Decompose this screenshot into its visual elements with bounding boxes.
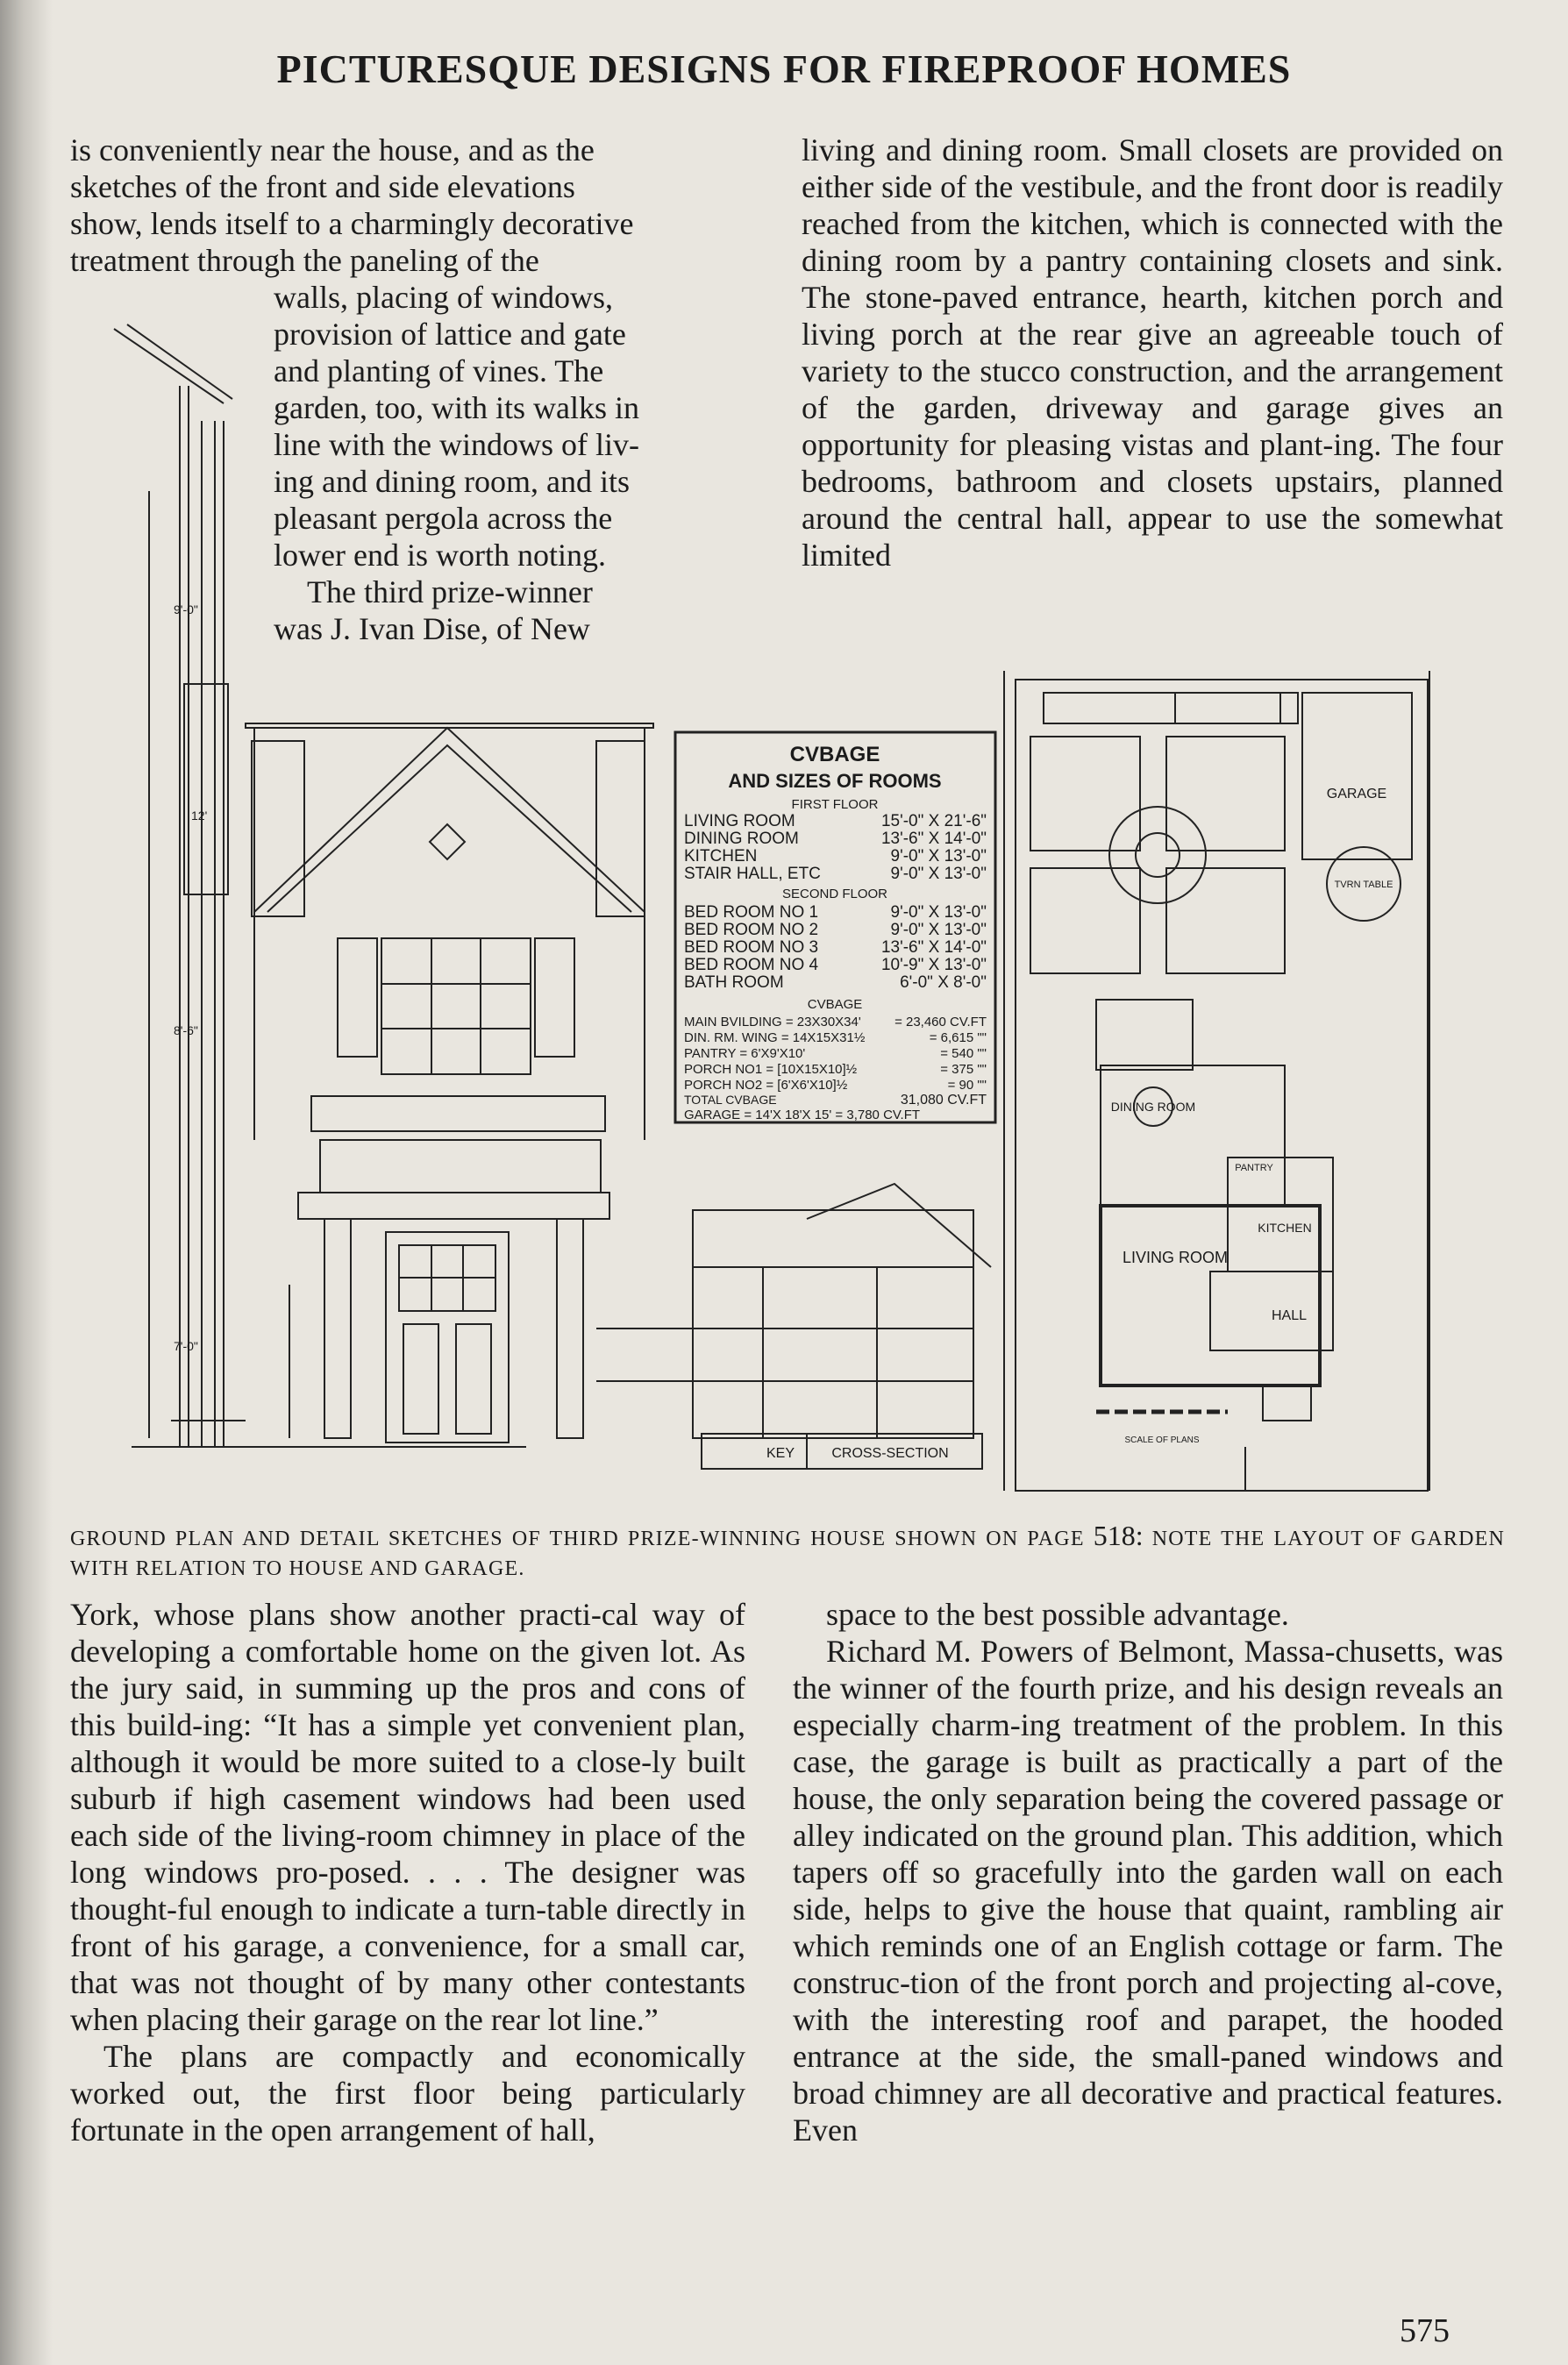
cross-section-label: CROSS-SECTION xyxy=(831,1446,949,1461)
turn-table-label: TVRN TABLE xyxy=(1334,880,1393,890)
pantry-label: PANTRY xyxy=(1235,1163,1273,1173)
text-line: line with the windows of liv- xyxy=(274,427,639,462)
dimension-label: 7'-0" xyxy=(174,1339,198,1353)
cubage-value: = 375 "" xyxy=(940,1062,987,1077)
room-size: 10'-9" X 13'-0" xyxy=(880,956,987,974)
cross-section-drawing xyxy=(596,1184,991,1469)
text-line: was J. Ivan Dise, of New xyxy=(274,611,590,646)
room-name: BED ROOM NO 4 xyxy=(684,956,819,974)
room-size: 13'-6" X 14'-0" xyxy=(880,938,987,957)
text-line: ing and dining room, and its xyxy=(274,464,630,499)
total-value: 31,080 CV.FT xyxy=(900,1093,987,1108)
cubage-item: MAIN BVILDING = 23X30X34' xyxy=(684,1015,861,1029)
text-line: and planting of vines. The xyxy=(274,353,604,388)
text-line: walls, placing of windows, xyxy=(274,280,613,315)
room-name: DINING ROOM xyxy=(684,830,799,848)
caption-text: NOTE THE LAYOUT OF GARDEN WITH RELATION TO HOUSE AND GARAGE. xyxy=(70,1528,1505,1580)
cubage-subtitle: AND SIZES OF ROOMS xyxy=(728,770,942,792)
room-name: KITCHEN xyxy=(684,847,758,866)
front-elevation-drawing xyxy=(246,723,653,1443)
dimension-label: 9'-0" xyxy=(174,602,198,616)
text-line: is conveniently near the house, and as the xyxy=(70,132,595,167)
room-name: BED ROOM NO 1 xyxy=(684,903,819,922)
scale-label: SCALE OF PLANS xyxy=(1124,1435,1200,1445)
room-size: 9'-0" X 13'-0" xyxy=(890,903,987,922)
text-line: show, lends itself to a charmingly decorative xyxy=(70,206,634,241)
caption-text: GROUND PLAN AND DETAIL SKETCHES OF THIRD PRIZE-WINNING HOUSE SHOWN ON PAGE xyxy=(70,1528,1094,1550)
dining-room-label: DINING ROOM xyxy=(1110,1100,1196,1114)
room-name: BATH ROOM xyxy=(684,973,784,992)
room-name: BED ROOM NO 3 xyxy=(684,938,819,957)
cubage-item: PORCH NO2 = [6'X6'X10]½ xyxy=(684,1078,848,1093)
text-line: sketches of the front and side elevations xyxy=(70,169,575,204)
paragraph: space to the best possible advantage. xyxy=(826,1597,1289,1632)
total-label: TOTAL CVBAGE xyxy=(684,1093,777,1107)
text-line: lower end is worth noting. xyxy=(274,538,606,573)
paragraph: living and dining room. Small closets are provided on either side of the vestibule, and the front door is readily reached from the kitchen, which is connected with the dining room by a pantry containing closets and sink. The stone-paved entrance, hearth, kitchen porch and living porch at the rear give an agreeable touch of variety to the stucco construction, and the arrangement of the garden, driveway and garage gives an opportunity for pleasing vistas and plant-ing. The four bedrooms, bathroom and closets upstairs, planned around the central hall, appear to use the somewhat limited xyxy=(802,132,1503,573)
second-floor-label: SECOND FLOOR xyxy=(781,887,888,901)
room-size: 15'-0" X 21'-6" xyxy=(880,812,987,830)
cubage-label: CVBAGE xyxy=(807,997,863,1012)
cubage-value: = 23,460 CV.FT xyxy=(894,1015,987,1029)
room-size: 9'-0" X 13'-0" xyxy=(890,921,987,939)
text-line: The third prize-winner xyxy=(307,574,593,609)
room-name: LIVING ROOM xyxy=(684,812,795,830)
paragraph: Richard M. Powers of Belmont, Massa-chusetts, was the winner of the fourth prize, and his design reveals an especially charm-ing treatment of the problem. In this case, the garage is built as practically a part of the house, the only separation being the covered passage or alley indicated on the ground plan. This addition, which tapers off so gracefully into the garden wall on each side, helps to give the house that quaint, rambling air which reminds one of an English cottage or farm. The construc-tion of the front porch and projecting al-cove, with the interesting roof and parapet, the hooded entrance at the side, the small-paned windows and broad chimney are all decorative and practical features. Even xyxy=(793,1634,1503,2148)
text-line: treatment through the paneling of the xyxy=(70,243,539,278)
hall-label: HALL xyxy=(1271,1308,1308,1323)
cubage-table xyxy=(684,743,987,1122)
cubage-value: = 540 "" xyxy=(940,1046,987,1061)
key-label: KEY xyxy=(766,1446,795,1461)
cubage-item: DIN. RM. WING = 14X15X31½ xyxy=(684,1030,866,1045)
room-size: 13'-6" X 14'-0" xyxy=(880,830,987,848)
kitchen-label: KITCHEN xyxy=(1258,1221,1312,1235)
first-floor-label: FIRST FLOOR xyxy=(791,797,879,812)
paragraph: York, whose plans show another practi-cal way of developing a comfortable home on the given lot. As the jury said, in summing up the pros and cons of this build-ing: “It has a simple yet convenient plan, although it would be more suited to a close-ly built suburb if high casement windows had been used each side of the living-room chimney in place of the long windows pro-posed. . . . The designer was thought-ful enough to indicate a turn-table directly in front of his garage, a convenience, for a small car, that was not thought of by many other contestants when placing their garage on the rear lot line.” xyxy=(70,1597,745,2037)
cubage-item: PANTRY = 6'X9'X10' xyxy=(684,1046,806,1061)
page-number: 575 xyxy=(1400,2312,1450,2349)
garage-label: GARAGE xyxy=(1326,787,1387,801)
text-line: provision of lattice and gate xyxy=(274,317,626,352)
bottom-left-column xyxy=(70,1596,745,2148)
text-line: garden, too, with its walks in xyxy=(274,390,639,425)
dimension-label: 8'-6" xyxy=(174,1023,198,1037)
paragraph: The plans are compactly and economically worked out, the first floor being particularly fortunate in the open arrangement of hall, xyxy=(70,2039,745,2148)
dimension-label: 12' xyxy=(191,809,208,823)
cubage-value: = 90 "" xyxy=(947,1078,987,1093)
cubage-value: = 6,615 "" xyxy=(929,1030,987,1045)
cubage-title: CVBAGE xyxy=(789,743,880,766)
room-name: STAIR HALL, ETC xyxy=(684,865,821,883)
living-room-label: LIVING ROOM xyxy=(1122,1249,1229,1266)
room-size: 9'-0" X 13'-0" xyxy=(890,847,987,866)
running-head: PICTURESQUE DESIGNS FOR FIREPROOF HOMES xyxy=(276,46,1292,91)
room-name: BED ROOM NO 2 xyxy=(684,921,819,939)
room-size: 6'-0" X 8'-0" xyxy=(900,973,987,992)
cubage-item: PORCH NO1 = [10X15X10]½ xyxy=(684,1062,858,1077)
figure-caption xyxy=(70,1521,1505,1584)
room-size: 9'-0" X 13'-0" xyxy=(890,865,987,883)
caption-page-number: 518: xyxy=(1093,1520,1144,1551)
text-line: pleasant pergola across the xyxy=(274,501,613,536)
bottom-right-column xyxy=(793,1596,1503,2148)
garage-cubage: GARAGE = 14'X 18'X 15' = 3,780 CV.FT xyxy=(684,1108,921,1122)
